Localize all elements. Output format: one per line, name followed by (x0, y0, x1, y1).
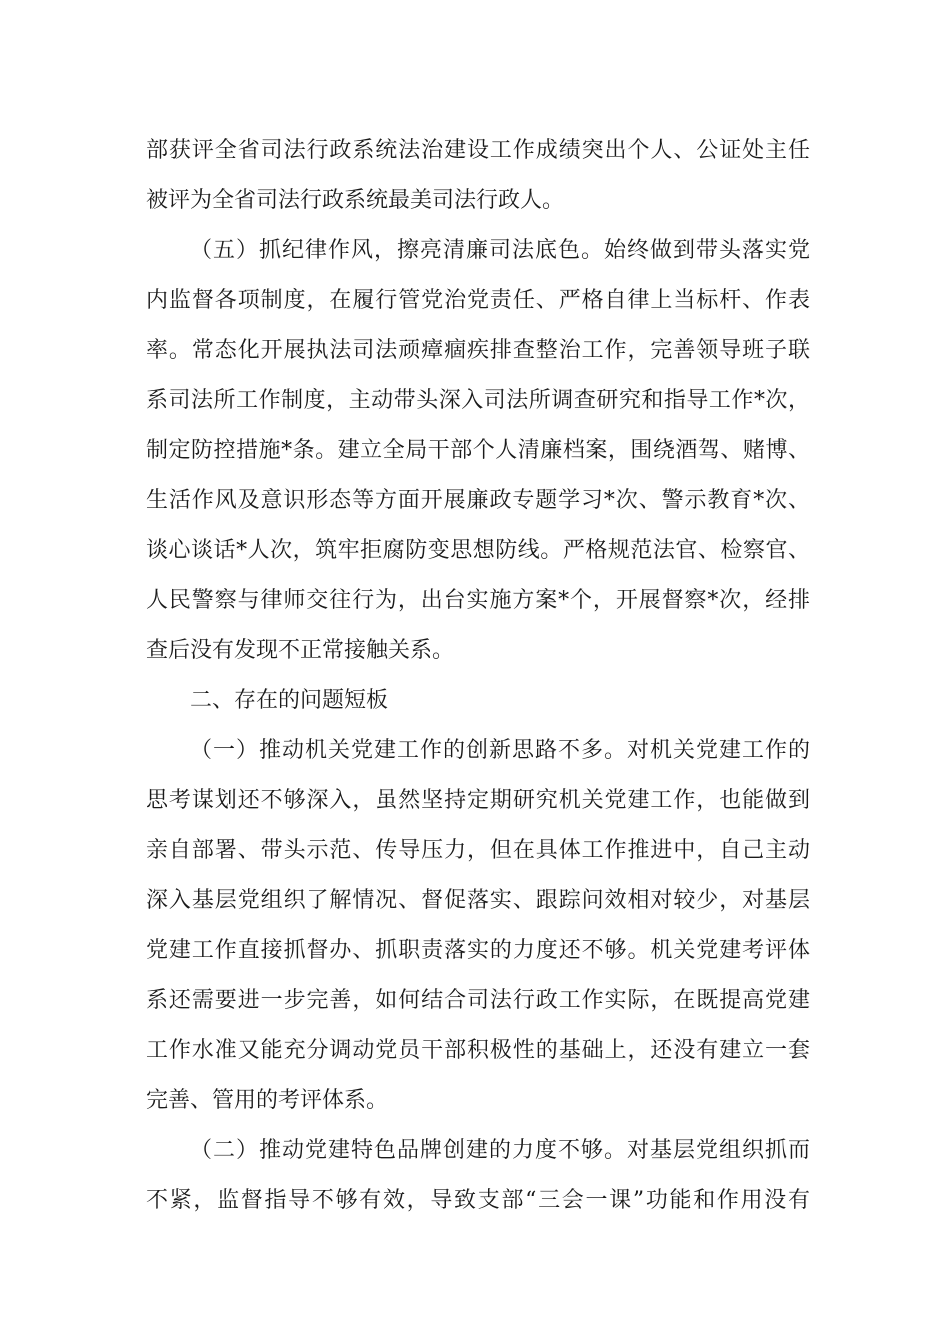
paragraph-line: 制定防控措施*条。建立全局干部个人清廉档案，围绕酒驾、赌博、 (146, 438, 810, 463)
paragraph-line: 谈心谈话*人次，筑牢拒腐防变思想防线。严格规范法官、检察官、 (146, 538, 810, 563)
paragraph-line: 人民警察与律师交往行为，出台实施方案*个，开展督察*次，经排 (146, 588, 810, 613)
paragraph-line: 内监督各项制度，在履行管党治党责任、严格自律上当标杆、作表 (146, 288, 810, 313)
paragraph-line: 不紧，监督指导不够有效，导致支部“三会一课”功能和作用没有 (146, 1188, 810, 1213)
paragraph-line: 生活作风及意识形态等方面开展廉政专题学习*次、警示教育*次、 (146, 488, 810, 513)
paragraph-line: 完善、管用的考评体系。 (146, 1088, 389, 1113)
paragraph-line: 亲自部署、带头示范、传导压力，但在具体工作推进中，自己主动 (146, 838, 810, 863)
section-heading-2-line: （二）推动党建特色品牌创建的力度不够。对基层党组织抓而 (190, 1138, 810, 1163)
paragraph-line: 查后没有发现不正常接触关系。 (146, 638, 455, 663)
paragraph-line: 系还需要进一步完善，如何结合司法行政工作实际，在既提高党建 (146, 988, 810, 1013)
paragraph-line: 被评为全省司法行政系统最美司法行政人。 (146, 188, 565, 213)
paragraph-line: 思考谋划还不够深入，虽然坚持定期研究机关党建工作，也能做到 (146, 788, 810, 813)
paragraph-line: 深入基层党组织了解情况、督促落实、跟踪问效相对较少，对基层 (146, 888, 810, 913)
paragraph-line: 党建工作直接抓督办、抓职责落实的力度还不够。机关党建考评体 (146, 938, 810, 963)
section-heading-5-line: （五）抓纪律作风，擦亮清廉司法底色。始终做到带头落实党 (190, 238, 810, 263)
paragraph-line: 工作水准又能充分调动党员干部积极性的基础上，还没有建立一套 (146, 1038, 810, 1063)
paragraph-line: 部获评全省司法行政系统法治建设工作成绩突出个人、公证处主任 (146, 138, 810, 163)
paragraph-line: 系司法所工作制度，主动带头深入司法所调查研究和指导工作*次， (146, 388, 810, 413)
paragraph-line: 率。常态化开展执法司法顽瘴痼疾排查整治工作，完善领导班子联 (146, 338, 810, 363)
section-heading-1-line: （一）推动机关党建工作的创新思路不多。对机关党建工作的 (190, 738, 810, 763)
section-title: 二、存在的问题短板 (190, 688, 389, 713)
